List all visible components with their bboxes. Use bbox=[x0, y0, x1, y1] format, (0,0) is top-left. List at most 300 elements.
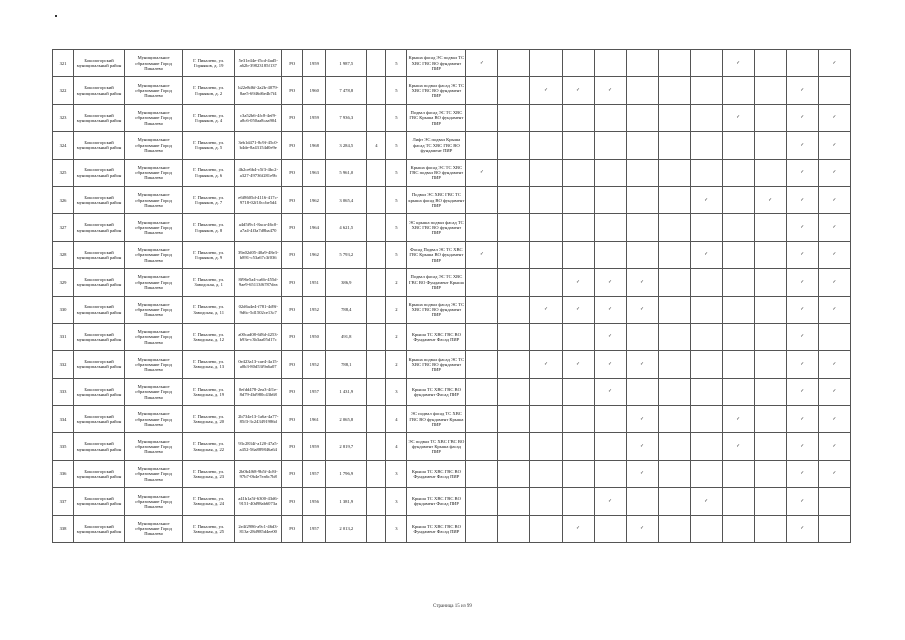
owner-cell: Муниципальное образование Город Пикалево bbox=[125, 378, 183, 405]
table-row bbox=[53, 50, 851, 77]
check-cell bbox=[530, 460, 562, 487]
check-cell bbox=[754, 460, 786, 487]
table-row bbox=[53, 77, 851, 104]
check-cell bbox=[754, 378, 786, 405]
entrances-cell: 5 bbox=[386, 159, 407, 186]
check-cell bbox=[626, 214, 658, 241]
table-row bbox=[53, 323, 851, 350]
area-cell: 3 284,5 bbox=[326, 132, 367, 159]
address-cell: Г. Пикалево, ул. Заводская, д. 23 bbox=[183, 460, 235, 487]
row-number: 334 bbox=[53, 406, 74, 433]
year-cell: 1950 bbox=[303, 323, 326, 350]
check-cell bbox=[722, 515, 754, 542]
check-cell bbox=[626, 50, 658, 77]
check-mark-icon: ✓ bbox=[768, 197, 773, 203]
works-cell: Крыша подвал фасад ЭС ТС ХВС ГВС ВО фундамент ПИР bbox=[407, 351, 466, 378]
check-cell bbox=[530, 323, 562, 350]
check-mark-icon: ✓ bbox=[640, 526, 645, 532]
check-cell bbox=[530, 132, 562, 159]
check-mark-icon: ✓ bbox=[608, 279, 612, 285]
owner-cell: Муниципальное образование Город Пикалево bbox=[125, 323, 183, 350]
check-cell bbox=[562, 351, 594, 378]
check-mark-icon: ✓ bbox=[832, 115, 837, 121]
check-cell bbox=[786, 406, 818, 433]
entrances-cell: 3 bbox=[386, 488, 407, 515]
owner-cell: Муниципальное образование Город Пикалево bbox=[125, 296, 183, 323]
guid-cell: 4b2ce6b4-c5f3-4bc2-a327-49736f281e9b bbox=[235, 159, 282, 186]
check-mark-icon: ✓ bbox=[480, 60, 484, 66]
check-cell bbox=[754, 77, 786, 104]
check-cell bbox=[658, 77, 690, 104]
row-number: 335 bbox=[53, 433, 74, 460]
district-cell: Боксиогорский муниципальный район bbox=[74, 132, 125, 159]
owner-cell: Муниципальное образование Город Пикалево bbox=[125, 159, 183, 186]
row-number: 330 bbox=[53, 296, 74, 323]
check-cell bbox=[754, 50, 786, 77]
check-cell bbox=[786, 296, 818, 323]
year-cell: 1956 bbox=[303, 488, 326, 515]
table-row bbox=[53, 214, 851, 241]
check-cell bbox=[530, 241, 562, 268]
check-cell bbox=[562, 132, 594, 159]
check-cell bbox=[626, 433, 658, 460]
address-cell: Г. Пикалево, ул. Заводская, д. 19 bbox=[183, 378, 235, 405]
row-number: 331 bbox=[53, 323, 74, 350]
row-number: 324 bbox=[53, 132, 74, 159]
district-cell: Боксиогорский муниципальный район bbox=[74, 269, 125, 296]
guid-cell: 93c2834f-a120-47a5-a452-56a889846a64 bbox=[235, 433, 282, 460]
check-cell bbox=[754, 132, 786, 159]
check-mark-icon: ✓ bbox=[640, 307, 645, 313]
works-cell: ЭС подвал ТС ХВС ГВС ВО фундамент Крыша фасад ПИР bbox=[407, 433, 466, 460]
check-cell bbox=[690, 159, 722, 186]
check-mark-icon: ✓ bbox=[832, 471, 837, 477]
check-cell bbox=[562, 186, 594, 213]
check-cell bbox=[818, 50, 850, 77]
floors-cell bbox=[367, 378, 386, 405]
type-cell: РО bbox=[282, 186, 303, 213]
check-cell bbox=[786, 378, 818, 405]
works-cell: Крыша фасад ЭС подвал ТС ХВС ГВС ВО фундамент ПИР bbox=[407, 50, 466, 77]
floors-cell bbox=[367, 515, 386, 542]
check-cell bbox=[754, 159, 786, 186]
check-cell bbox=[658, 296, 690, 323]
owner-cell: Муниципальное образование Город Пикалево bbox=[125, 104, 183, 131]
year-cell: 1963 bbox=[303, 159, 326, 186]
check-cell bbox=[626, 406, 658, 433]
type-cell: РО bbox=[282, 296, 303, 323]
check-mark-icon: ✓ bbox=[608, 307, 612, 313]
check-cell bbox=[722, 186, 754, 213]
check-cell bbox=[754, 241, 786, 268]
area-cell: 7 936,3 bbox=[326, 104, 367, 131]
works-cell: Лифт ЭС подвал Крыша фасад ТС ХВС ГВС ВО фундамент ПИР bbox=[407, 132, 466, 159]
check-mark-icon: ✓ bbox=[608, 498, 612, 504]
owner-cell: Муниципальное образование Город Пикалево bbox=[125, 515, 183, 542]
check-cell bbox=[498, 323, 530, 350]
table-row bbox=[53, 460, 851, 487]
entrances-cell: 5 bbox=[386, 77, 407, 104]
check-cell bbox=[530, 351, 562, 378]
check-cell bbox=[498, 406, 530, 433]
check-cell bbox=[658, 433, 690, 460]
check-cell bbox=[562, 323, 594, 350]
check-cell bbox=[722, 488, 754, 515]
check-mark-icon: ✓ bbox=[736, 444, 741, 450]
check-cell bbox=[818, 515, 850, 542]
guid-cell: 3eb1d471-8c9f-45c0-b4de-8a43154d0e9e bbox=[235, 132, 282, 159]
guid-cell: a4d5f9c1-8aca-46c0-a7a4-4f3a7d8ba470 bbox=[235, 214, 282, 241]
table-row bbox=[53, 104, 851, 131]
check-cell bbox=[466, 323, 498, 350]
area-cell: 1 796,9 bbox=[326, 460, 367, 487]
district-cell: Боксиогорский муниципальный район bbox=[74, 104, 125, 131]
check-cell bbox=[498, 515, 530, 542]
year-cell: 1961 bbox=[303, 406, 326, 433]
check-mark-icon: ✓ bbox=[800, 334, 805, 340]
check-mark-icon: ✓ bbox=[800, 498, 805, 504]
check-cell bbox=[466, 159, 498, 186]
check-cell bbox=[754, 433, 786, 460]
check-mark-icon: ✓ bbox=[736, 60, 741, 66]
table-row bbox=[53, 296, 851, 323]
check-cell bbox=[626, 186, 658, 213]
entrances-cell: 3 bbox=[386, 460, 407, 487]
check-cell bbox=[562, 488, 594, 515]
entrances-cell: 4 bbox=[386, 406, 407, 433]
check-cell bbox=[818, 159, 850, 186]
district-cell: Боксиогорский муниципальный район bbox=[74, 50, 125, 77]
floors-cell bbox=[367, 241, 386, 268]
address-cell: Г. Пикалево, ул. Горняков, д. 7 bbox=[183, 186, 235, 213]
check-cell bbox=[818, 241, 850, 268]
entrances-cell: 3 bbox=[386, 378, 407, 405]
check-cell bbox=[690, 351, 722, 378]
check-cell bbox=[530, 515, 562, 542]
check-cell bbox=[786, 460, 818, 487]
district-cell: Боксиогорский муниципальный район bbox=[74, 460, 125, 487]
type-cell: РО bbox=[282, 214, 303, 241]
check-cell bbox=[690, 460, 722, 487]
area-cell: 1 381,9 bbox=[326, 488, 367, 515]
check-cell bbox=[658, 269, 690, 296]
check-cell bbox=[594, 77, 626, 104]
area-cell: 2 819,7 bbox=[326, 433, 367, 460]
check-cell bbox=[786, 77, 818, 104]
type-cell: РО bbox=[282, 378, 303, 405]
works-cell: ЭС крыша подвал фасад ТС ХВС ГВС ВО фундамент ПИР bbox=[407, 214, 466, 241]
check-cell bbox=[498, 460, 530, 487]
check-cell bbox=[594, 351, 626, 378]
type-cell: РО bbox=[282, 132, 303, 159]
guid-cell: 0efdd478-2ea3-4f1e-8d79-4bf980c43b68 bbox=[235, 378, 282, 405]
register-table bbox=[52, 49, 851, 543]
check-cell bbox=[818, 132, 850, 159]
district-cell: Боксиогорский муниципальный район bbox=[74, 351, 125, 378]
check-cell bbox=[466, 433, 498, 460]
floors-cell bbox=[367, 433, 386, 460]
check-mark-icon: ✓ bbox=[704, 197, 709, 203]
floors-cell bbox=[367, 323, 386, 350]
check-cell bbox=[498, 77, 530, 104]
check-cell bbox=[498, 214, 530, 241]
check-mark-icon: ✓ bbox=[608, 87, 612, 93]
check-mark-icon: ✓ bbox=[800, 224, 805, 230]
check-cell bbox=[466, 50, 498, 77]
address-cell: Г. Пикалево, ул. Горняков, д. 5 bbox=[183, 132, 235, 159]
check-cell bbox=[562, 104, 594, 131]
check-cell bbox=[786, 132, 818, 159]
check-cell bbox=[786, 50, 818, 77]
type-cell: РО bbox=[282, 241, 303, 268]
area-cell: 7 478,8 bbox=[326, 77, 367, 104]
type-cell: РО bbox=[282, 77, 303, 104]
check-cell bbox=[658, 515, 690, 542]
type-cell: РО bbox=[282, 406, 303, 433]
guid-cell: 02d6a4e4-f781-4d9f-9d6c-5d1502ce13c7 bbox=[235, 296, 282, 323]
table-row bbox=[53, 406, 851, 433]
owner-cell: Муниципальное образование Город Пикалево bbox=[125, 488, 183, 515]
table-row bbox=[53, 132, 851, 159]
floors-cell bbox=[367, 269, 386, 296]
check-cell bbox=[786, 159, 818, 186]
check-cell bbox=[498, 433, 530, 460]
year-cell: 1962 bbox=[303, 186, 326, 213]
area-cell: 386,9 bbox=[326, 269, 367, 296]
table-row bbox=[53, 269, 851, 296]
floors-cell bbox=[367, 406, 386, 433]
check-cell bbox=[466, 460, 498, 487]
owner-cell: Муниципальное образование Город Пикалево bbox=[125, 351, 183, 378]
check-cell bbox=[690, 433, 722, 460]
year-cell: 1968 bbox=[303, 132, 326, 159]
check-cell bbox=[498, 269, 530, 296]
entrances-cell: 2 bbox=[386, 269, 407, 296]
type-cell: РО bbox=[282, 515, 303, 542]
check-cell bbox=[562, 269, 594, 296]
entrances-cell: 5 bbox=[386, 50, 407, 77]
district-cell: Боксиогорский муниципальный район bbox=[74, 214, 125, 241]
check-cell bbox=[722, 378, 754, 405]
check-mark-icon: ✓ bbox=[800, 87, 805, 93]
check-mark-icon: ✓ bbox=[832, 279, 837, 285]
guid-cell: 2b0b4f68-9b5f-4c8f-97b7-0b4e7ea6c7b8 bbox=[235, 460, 282, 487]
check-cell bbox=[626, 132, 658, 159]
type-cell: РО bbox=[282, 460, 303, 487]
table-row bbox=[53, 159, 851, 186]
check-cell bbox=[562, 214, 594, 241]
floors-cell bbox=[367, 460, 386, 487]
check-cell bbox=[594, 132, 626, 159]
address-cell: Г. Пикалево, ул. Заводская, д. 13 bbox=[183, 351, 235, 378]
check-cell bbox=[818, 104, 850, 131]
row-number: 322 bbox=[53, 77, 74, 104]
district-cell: Боксиогорский муниципальный район bbox=[74, 159, 125, 186]
check-cell bbox=[498, 378, 530, 405]
guid-cell: a00cad08-6f8d-4253-b93e-c3b3aa05d17c bbox=[235, 323, 282, 350]
works-cell: Крыша ТС ХВС ГВС ВО Фундамент Фасад ПИР bbox=[407, 515, 466, 542]
check-cell bbox=[722, 433, 754, 460]
check-mark-icon: ✓ bbox=[576, 87, 580, 93]
floors-cell bbox=[367, 186, 386, 213]
check-cell bbox=[818, 296, 850, 323]
works-cell: Подвал ЭС ХВС ГВС ТС крыша фасад ВО фундамент ПИР bbox=[407, 186, 466, 213]
check-cell bbox=[626, 323, 658, 350]
check-cell bbox=[498, 296, 530, 323]
check-cell bbox=[690, 269, 722, 296]
area-cell: 5 793,2 bbox=[326, 241, 367, 268]
entrances-cell: 5 bbox=[386, 132, 407, 159]
check-cell bbox=[562, 515, 594, 542]
check-cell bbox=[562, 460, 594, 487]
check-mark-icon: ✓ bbox=[576, 361, 580, 367]
type-cell: РО bbox=[282, 159, 303, 186]
check-cell bbox=[658, 50, 690, 77]
entrances-cell: 5 bbox=[386, 186, 407, 213]
type-cell: РО bbox=[282, 50, 303, 77]
check-cell bbox=[690, 214, 722, 241]
entrances-cell: 5 bbox=[386, 214, 407, 241]
table-row bbox=[53, 515, 851, 542]
area-cell: 1 987,5 bbox=[326, 50, 367, 77]
check-cell bbox=[722, 77, 754, 104]
check-cell bbox=[754, 515, 786, 542]
check-cell bbox=[626, 351, 658, 378]
check-mark-icon: ✓ bbox=[736, 416, 741, 422]
register-table-body bbox=[53, 50, 851, 543]
check-cell bbox=[786, 269, 818, 296]
year-cell: 1960 bbox=[303, 77, 326, 104]
check-mark-icon: ✓ bbox=[832, 142, 837, 148]
row-number: 332 bbox=[53, 351, 74, 378]
check-cell bbox=[498, 159, 530, 186]
guid-cell: c3a52b6-4fc8-4ef9-a8c6-050aa8caa904 bbox=[235, 104, 282, 131]
check-cell bbox=[466, 77, 498, 104]
check-cell bbox=[690, 104, 722, 131]
check-cell bbox=[562, 159, 594, 186]
check-cell bbox=[562, 433, 594, 460]
address-cell: Г. Пикалево, ул. Горняков, д. 19 bbox=[183, 50, 235, 77]
check-cell bbox=[466, 269, 498, 296]
works-cell: Крыша ТС ХВС ГВС ВО Фундамент Фасад ПИР bbox=[407, 460, 466, 487]
guid-cell: 2e4f2986-a9c1-46d3-813a-28d985d4ee00 bbox=[235, 515, 282, 542]
guid-cell: 8f96e5a4-ca6b-455d-9ae9-65113f6787dea bbox=[235, 269, 282, 296]
district-cell: Боксиогорский муниципальный район bbox=[74, 296, 125, 323]
works-cell: Крыша подвал фасад ЭС ТС ХВС ГВС ВО фундамент ПИР bbox=[407, 296, 466, 323]
check-cell bbox=[562, 378, 594, 405]
check-cell bbox=[498, 488, 530, 515]
check-mark-icon: ✓ bbox=[832, 416, 837, 422]
check-mark-icon: ✓ bbox=[640, 279, 645, 285]
area-cell: 2 065,8 bbox=[326, 406, 367, 433]
check-mark-icon: ✓ bbox=[800, 526, 805, 532]
check-cell bbox=[562, 50, 594, 77]
check-cell bbox=[722, 269, 754, 296]
guid-cell: b22e8d6f-2a2b-4079-8ae5-6946d6e4b7f4 bbox=[235, 77, 282, 104]
check-cell bbox=[530, 186, 562, 213]
check-mark-icon: ✓ bbox=[800, 170, 805, 176]
check-cell bbox=[818, 378, 850, 405]
entrances-cell: 5 bbox=[386, 241, 407, 268]
check-cell bbox=[594, 159, 626, 186]
check-mark-icon: ✓ bbox=[608, 361, 612, 367]
check-cell bbox=[658, 323, 690, 350]
district-cell: Боксиогорский муниципальный район bbox=[74, 186, 125, 213]
area-cell: 788,1 bbox=[326, 351, 367, 378]
works-cell: Крыша фасад ЭС ТС ХВС ГВС подвал ВО фундамент ПИР bbox=[407, 159, 466, 186]
check-cell bbox=[530, 296, 562, 323]
check-mark-icon: ✓ bbox=[832, 444, 837, 450]
check-cell bbox=[594, 50, 626, 77]
check-cell bbox=[530, 488, 562, 515]
check-cell bbox=[658, 214, 690, 241]
check-cell bbox=[722, 323, 754, 350]
address-cell: Г. Пикалево, ул. Горняков, д. 4 bbox=[183, 104, 235, 131]
check-mark-icon: ✓ bbox=[576, 279, 580, 285]
check-mark-icon: ✓ bbox=[832, 361, 837, 367]
check-cell bbox=[722, 104, 754, 131]
district-cell: Боксиогорский муниципальный район bbox=[74, 515, 125, 542]
check-cell bbox=[754, 351, 786, 378]
check-cell bbox=[690, 296, 722, 323]
table-row bbox=[53, 351, 851, 378]
check-cell bbox=[466, 241, 498, 268]
check-mark-icon: ✓ bbox=[704, 498, 709, 504]
floors-cell bbox=[367, 50, 386, 77]
check-cell bbox=[626, 296, 658, 323]
guid-cell: 2b734e13-1a6a-4a77-85f3-3c243491986d bbox=[235, 406, 282, 433]
address-cell: Г. Пикалево, ул. Заводская, д. 24 bbox=[183, 488, 235, 515]
area-cell: 5 961,0 bbox=[326, 159, 367, 186]
check-cell bbox=[562, 241, 594, 268]
check-cell bbox=[818, 269, 850, 296]
check-mark-icon: ✓ bbox=[640, 361, 645, 367]
check-cell bbox=[530, 159, 562, 186]
works-cell: Подвал фасад ЭС ТС ХВС ГВС Крыша ВО фундамент ПИР bbox=[407, 104, 466, 131]
check-cell bbox=[818, 488, 850, 515]
check-cell bbox=[786, 214, 818, 241]
owner-cell: Муниципальное образование Город Пикалево bbox=[125, 406, 183, 433]
year-cell: 1964 bbox=[303, 214, 326, 241]
check-cell bbox=[562, 296, 594, 323]
district-cell: Боксиогорский муниципальный район bbox=[74, 77, 125, 104]
check-cell bbox=[530, 77, 562, 104]
check-cell bbox=[754, 186, 786, 213]
check-cell bbox=[626, 488, 658, 515]
check-cell bbox=[466, 488, 498, 515]
check-cell bbox=[786, 433, 818, 460]
check-mark-icon: ✓ bbox=[640, 416, 645, 422]
address-cell: Г. Пикалево, ул. Заводская, д. 11 bbox=[183, 296, 235, 323]
table-row bbox=[53, 186, 851, 213]
check-mark-icon: ✓ bbox=[640, 471, 645, 477]
year-cell: 1951 bbox=[303, 269, 326, 296]
address-cell: Г. Пикалево, ул. Заводская, д. 12 bbox=[183, 323, 235, 350]
works-cell: Подвал фасад ЭС ТС ХВС ГВС ВО Фундамент Крыша ПИР bbox=[407, 269, 466, 296]
entrances-cell: 3 bbox=[386, 515, 407, 542]
check-cell bbox=[722, 351, 754, 378]
address-cell: Г. Пикалево, ул. Горняков, д. 6 bbox=[183, 159, 235, 186]
type-cell: РО bbox=[282, 351, 303, 378]
check-cell bbox=[818, 406, 850, 433]
check-cell bbox=[722, 159, 754, 186]
check-cell bbox=[754, 269, 786, 296]
check-cell bbox=[562, 77, 594, 104]
type-cell: РО bbox=[282, 433, 303, 460]
check-mark-icon: ✓ bbox=[832, 197, 837, 203]
check-cell bbox=[658, 460, 690, 487]
check-cell bbox=[626, 460, 658, 487]
